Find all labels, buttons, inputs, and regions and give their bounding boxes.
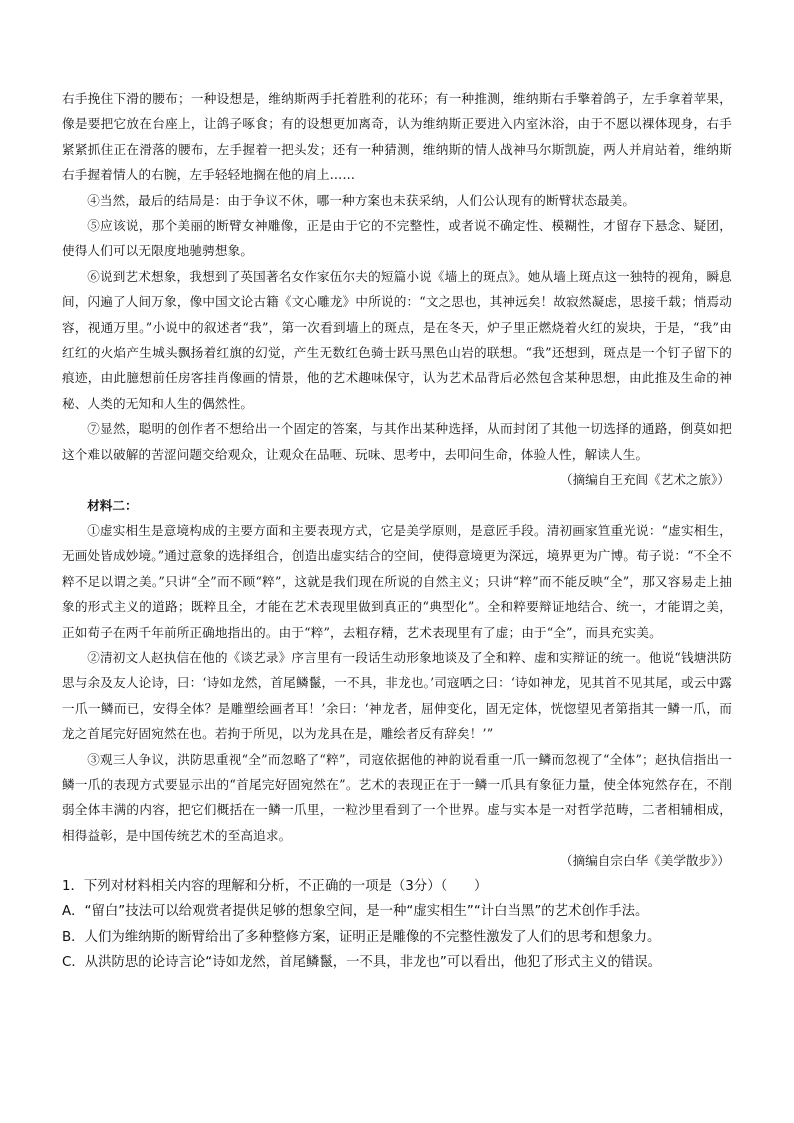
material1-paragraph-6: ⑥说到艺术想象，我想到了英国著名女作家伍尔夫的短篇小说《墙上的斑点》。她从墙上斑点这一独特的视角，瞬息间，闪遍了人间万象，像中国文论古籍《文心雕龙》中所说的：“文之思也，其神远矣！故寂然凝虑，思接千载；悄焉动容，视通万里。”小说中的叙述者“我”，第一次看到墙上的斑点，是在冬天，炉子里正燃烧着火红的炭块，于是，“我”由红红的火焰产生城头飘扬着红旗的幻觉，产生无数红色骑士跃马黑色山岩的联想。“我”还想到，斑点是一个钉子留下的痕迹，由此臆想前任房客挂肖像画的情景，他的艺术趣味保守，认为艺术品背后必然包含某种思想，由此推及生命的神秘、人类的无知和人生的偶然性。 — [62, 268, 732, 411]
material2-paragraph-3: ③观三人争议，洪防思重视“全”而忽略了“粹”，司寇依据他的神韵说看重一爪一鳞而忽视了“全体”；赵执信指出一鳞一爪的表现方式要显示出的“首尾完好固宛然在”。艺术的表现正在于一鳞一爪具有象征力量，使全体宛然存在，不削弱全体丰满的内容，把它们概括在一鳞一爪里，一粒沙里看到了一个世界。虚与实本是一对哲学范畴，二者相辅相成，相得益彰，是中国传统艺术的至高追求。 — [62, 751, 732, 843]
material1-paragraph-continued: 右手挽住下滑的腰布；一种设想是，维纳斯两手托着胜利的花环；有一种推测，维纳斯右手擎着鸽子，左手拿着苹果，像是要把它放在台座上，让鸽子啄食；有的设想更加离奇，认为维纳斯正要进入内室沐浴，由于不愿以裸体现身，右手紧紧抓住正在滑落的腰布，左手握着一把头发；还有一种猜测，维纳斯的情人战神马尔斯凯旋，两人并肩站着，维纳斯右手握着情人的右腕，左手轻轻地搁在他的肩上…… — [62, 91, 732, 183]
question-option-c: C．从洪防思的论诗言论“诗如龙然，首尾鳞鬣，一不具，非龙也”可以看出，他犯了形式主义的错误。 — [62, 955, 662, 971]
material1-paragraph-4: ④当然，最后的结局是：由于争议不休，哪一种方案也未获采纳，人们公认现有的断臂状态最美。 — [87, 192, 636, 208]
material2-source: （摘编自宗白华《美学散步》） — [559, 853, 730, 869]
material1-paragraph-5: ⑤应该说，那个美丽的断臂女神雕像，正是由于它的不完整性，或者说不确定性、模糊性，才留存下悬念、疑团，使得人们可以无限度地驰骋想象。 — [62, 218, 732, 259]
material2-paragraph-1: ①虚实相生是意境构成的主要方面和主要表现方式，它是美学原则，是意匠手段。清初画家笪重光说：“虚实相生，无画处皆成妙境。”通过意象的选择组合，创造出虚实结合的空间，使得意境更为深远，境界更为广博。荀子说：“不全不粹不足以谓之美。”只讲“全”而不顾“粹”，这就是我们现在所说的自然主义；只讲“粹”而不能反映“全”，那又容易走上抽象的形式主义的道路；既粹且全，才能在艺术表现里做到真正的“典型化”。全和粹要辩证地结合、统一，才能谓之美，正如荀子在两千年前所正确地指出的。由于“粹”，去粗存精，艺术表现里有了虚；由于“全”，而具充实美。 — [62, 522, 732, 640]
question-option-a: A．“留白”技法可以给观赏者提供足够的想象空间，是一种“虚实相生”“计白当黑”的艺术创作手法。 — [62, 904, 649, 920]
material1-paragraph-7: ⑦显然，聪明的创作者不想给出一个固定的答案，与其作出某种选择，从而封闭了其他一切选择的通路，倒莫如把这个难以破解的苦涩问题交给观众，让观众在品咂、玩味、思考中，去叩问生命，体验人性，解读人生。 — [62, 421, 732, 462]
material1-source: （摘编自王充闾《艺术之旅》） — [559, 472, 730, 488]
material2-heading: 材料二： — [87, 497, 138, 513]
material2-paragraph-2: ②清初文人赵执信在他的《谈艺录》序言里有一段话生动形象地谈及了全和粹、虚和实辩证的统一。他说“钱塘洪防思与余及友人论诗，曰：‘诗如龙然，首尾鳞鬣，一不具，非龙也。’司寇哂之曰：‘诗如神龙，见其首不见其尾，或云中露一爪一鳞而已，安得全体？是雕塑绘画者耳！’余曰：‘神龙者，屈伸变化，固无定体，恍惚望见者第指其一鳞一爪，而龙之首尾完好固宛然在也。若拘于所见，以为龙具在是，雕绘者反有辞矣！’” — [62, 649, 732, 742]
question-option-b: B．人们为维纳斯的断臂给出了多种整修方案，证明正是雕像的不完整性激发了人们的思考和想象力。 — [62, 929, 661, 945]
question-stem: 1．下列对材料相关内容的理解和分析，不正确的一项是（3分）（ ） — [62, 878, 488, 894]
